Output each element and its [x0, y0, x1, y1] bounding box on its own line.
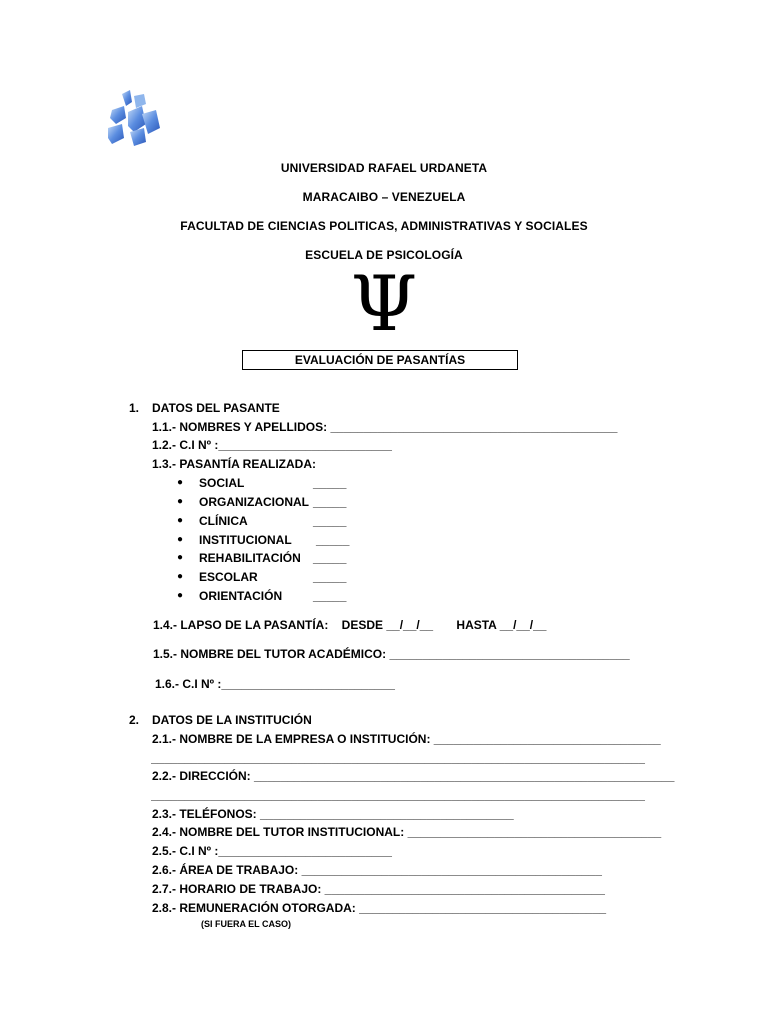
work-area-field[interactable]: 2.6.- ÁREA DE TRABAJO: _____________________________________________: [152, 863, 602, 877]
section-1-title: DATOS DEL PASANTE: [152, 401, 280, 415]
company-name-field[interactable]: 2.1.- NOMBRE DE LA EMPRESA O INSTITUCIÓN: __________________________________: [152, 732, 661, 746]
period-field[interactable]: 1.4.- LAPSO DE LA PASANTÍA: DESDE __/__/__ HASTA __/__/__: [153, 618, 547, 632]
city-country: MARACAIBO – VENEZUELA: [302, 190, 466, 204]
type-label-clinical: CLÍNICA: [199, 514, 248, 528]
university-name: UNIVERSIDAD RAFAEL URDANETA: [280, 161, 488, 175]
type-label-school: ESCOLAR: [199, 570, 258, 584]
company-name-continuation[interactable]: __________________________________________________________________________: [151, 751, 645, 765]
type-label-orientation: ORIENTACIÓN: [199, 589, 283, 603]
faculty-name: FACULTAD DE CIENCIAS POLITICAS, ADMINISTRATIVAS Y SOCIALES: [180, 219, 588, 233]
bullet-icon: ●: [177, 515, 184, 526]
address-field[interactable]: 2.2.- DIRECCIÓN: _______________________________________________________________: [152, 769, 675, 783]
phones-field[interactable]: 2.3.- TELÉFONOS: ______________________________________: [152, 807, 514, 821]
section-2-number: 2.: [129, 713, 140, 727]
university-logo: [104, 88, 162, 150]
school-name: ESCUELA DE PSICOLOGÍA: [305, 248, 463, 262]
salary-field[interactable]: 2.8.- REMUNERACIÓN OTORGADA: _____________________________________: [152, 901, 607, 915]
form-title: EVALUACIÓN DE PASANTÍAS: [242, 350, 518, 370]
institutional-id-field[interactable]: 2.5.- C.I Nº :__________________________: [152, 844, 392, 858]
bullet-icon: ●: [177, 477, 184, 488]
bullet-icon: ●: [177, 534, 184, 545]
type-label-social: SOCIAL: [199, 476, 245, 490]
type-blank-clinical[interactable]: _____: [313, 514, 347, 528]
id-number-field[interactable]: 1.2.- C.I Nº :__________________________: [152, 438, 392, 452]
names-field[interactable]: 1.1.- NOMBRES Y APELLIDOS: ___________________________________________: [152, 420, 618, 434]
bullet-icon: ●: [177, 571, 184, 582]
section-2-title: DATOS DE LA INSTITUCIÓN: [152, 713, 312, 727]
tutor-id-field[interactable]: 1.6.- C.I Nº :__________________________: [155, 677, 395, 691]
bullet-icon: ●: [177, 590, 184, 601]
type-label-organizational: ORGANIZACIONAL: [199, 495, 309, 509]
type-blank-orientation[interactable]: _____: [313, 589, 347, 603]
type-blank-school[interactable]: _____: [313, 570, 347, 584]
institutional-tutor-field[interactable]: 2.4.- NOMBRE DEL TUTOR INSTITUCIONAL: ______________________________________: [152, 825, 662, 839]
internship-type-label: 1.3.- PASANTÍA REALIZADA:: [152, 457, 317, 471]
type-label-rehabilitation: REHABILITACIÓN: [199, 551, 301, 565]
bullet-icon: ●: [177, 496, 184, 507]
psi-symbol-icon: Ψ: [350, 259, 418, 348]
type-blank-institutional[interactable]: _____: [316, 533, 350, 547]
bullet-icon: ●: [177, 552, 184, 563]
academic-tutor-field[interactable]: 1.5.- NOMBRE DEL TUTOR ACADÉMICO: ____________________________________: [153, 647, 630, 661]
section-1-number: 1.: [129, 401, 140, 415]
type-label-institutional: INSTITUCIONAL: [199, 533, 292, 547]
address-continuation[interactable]: __________________________________________________________________________: [151, 788, 645, 802]
salary-note: (SI FUERA EL CASO): [201, 919, 292, 929]
work-schedule-field[interactable]: 2.7.- HORARIO DE TRABAJO: __________________________________________: [152, 882, 605, 896]
type-blank-social[interactable]: _____: [313, 476, 347, 490]
type-blank-organizational[interactable]: _____: [313, 495, 347, 509]
type-blank-rehabilitation[interactable]: _____: [313, 551, 347, 565]
